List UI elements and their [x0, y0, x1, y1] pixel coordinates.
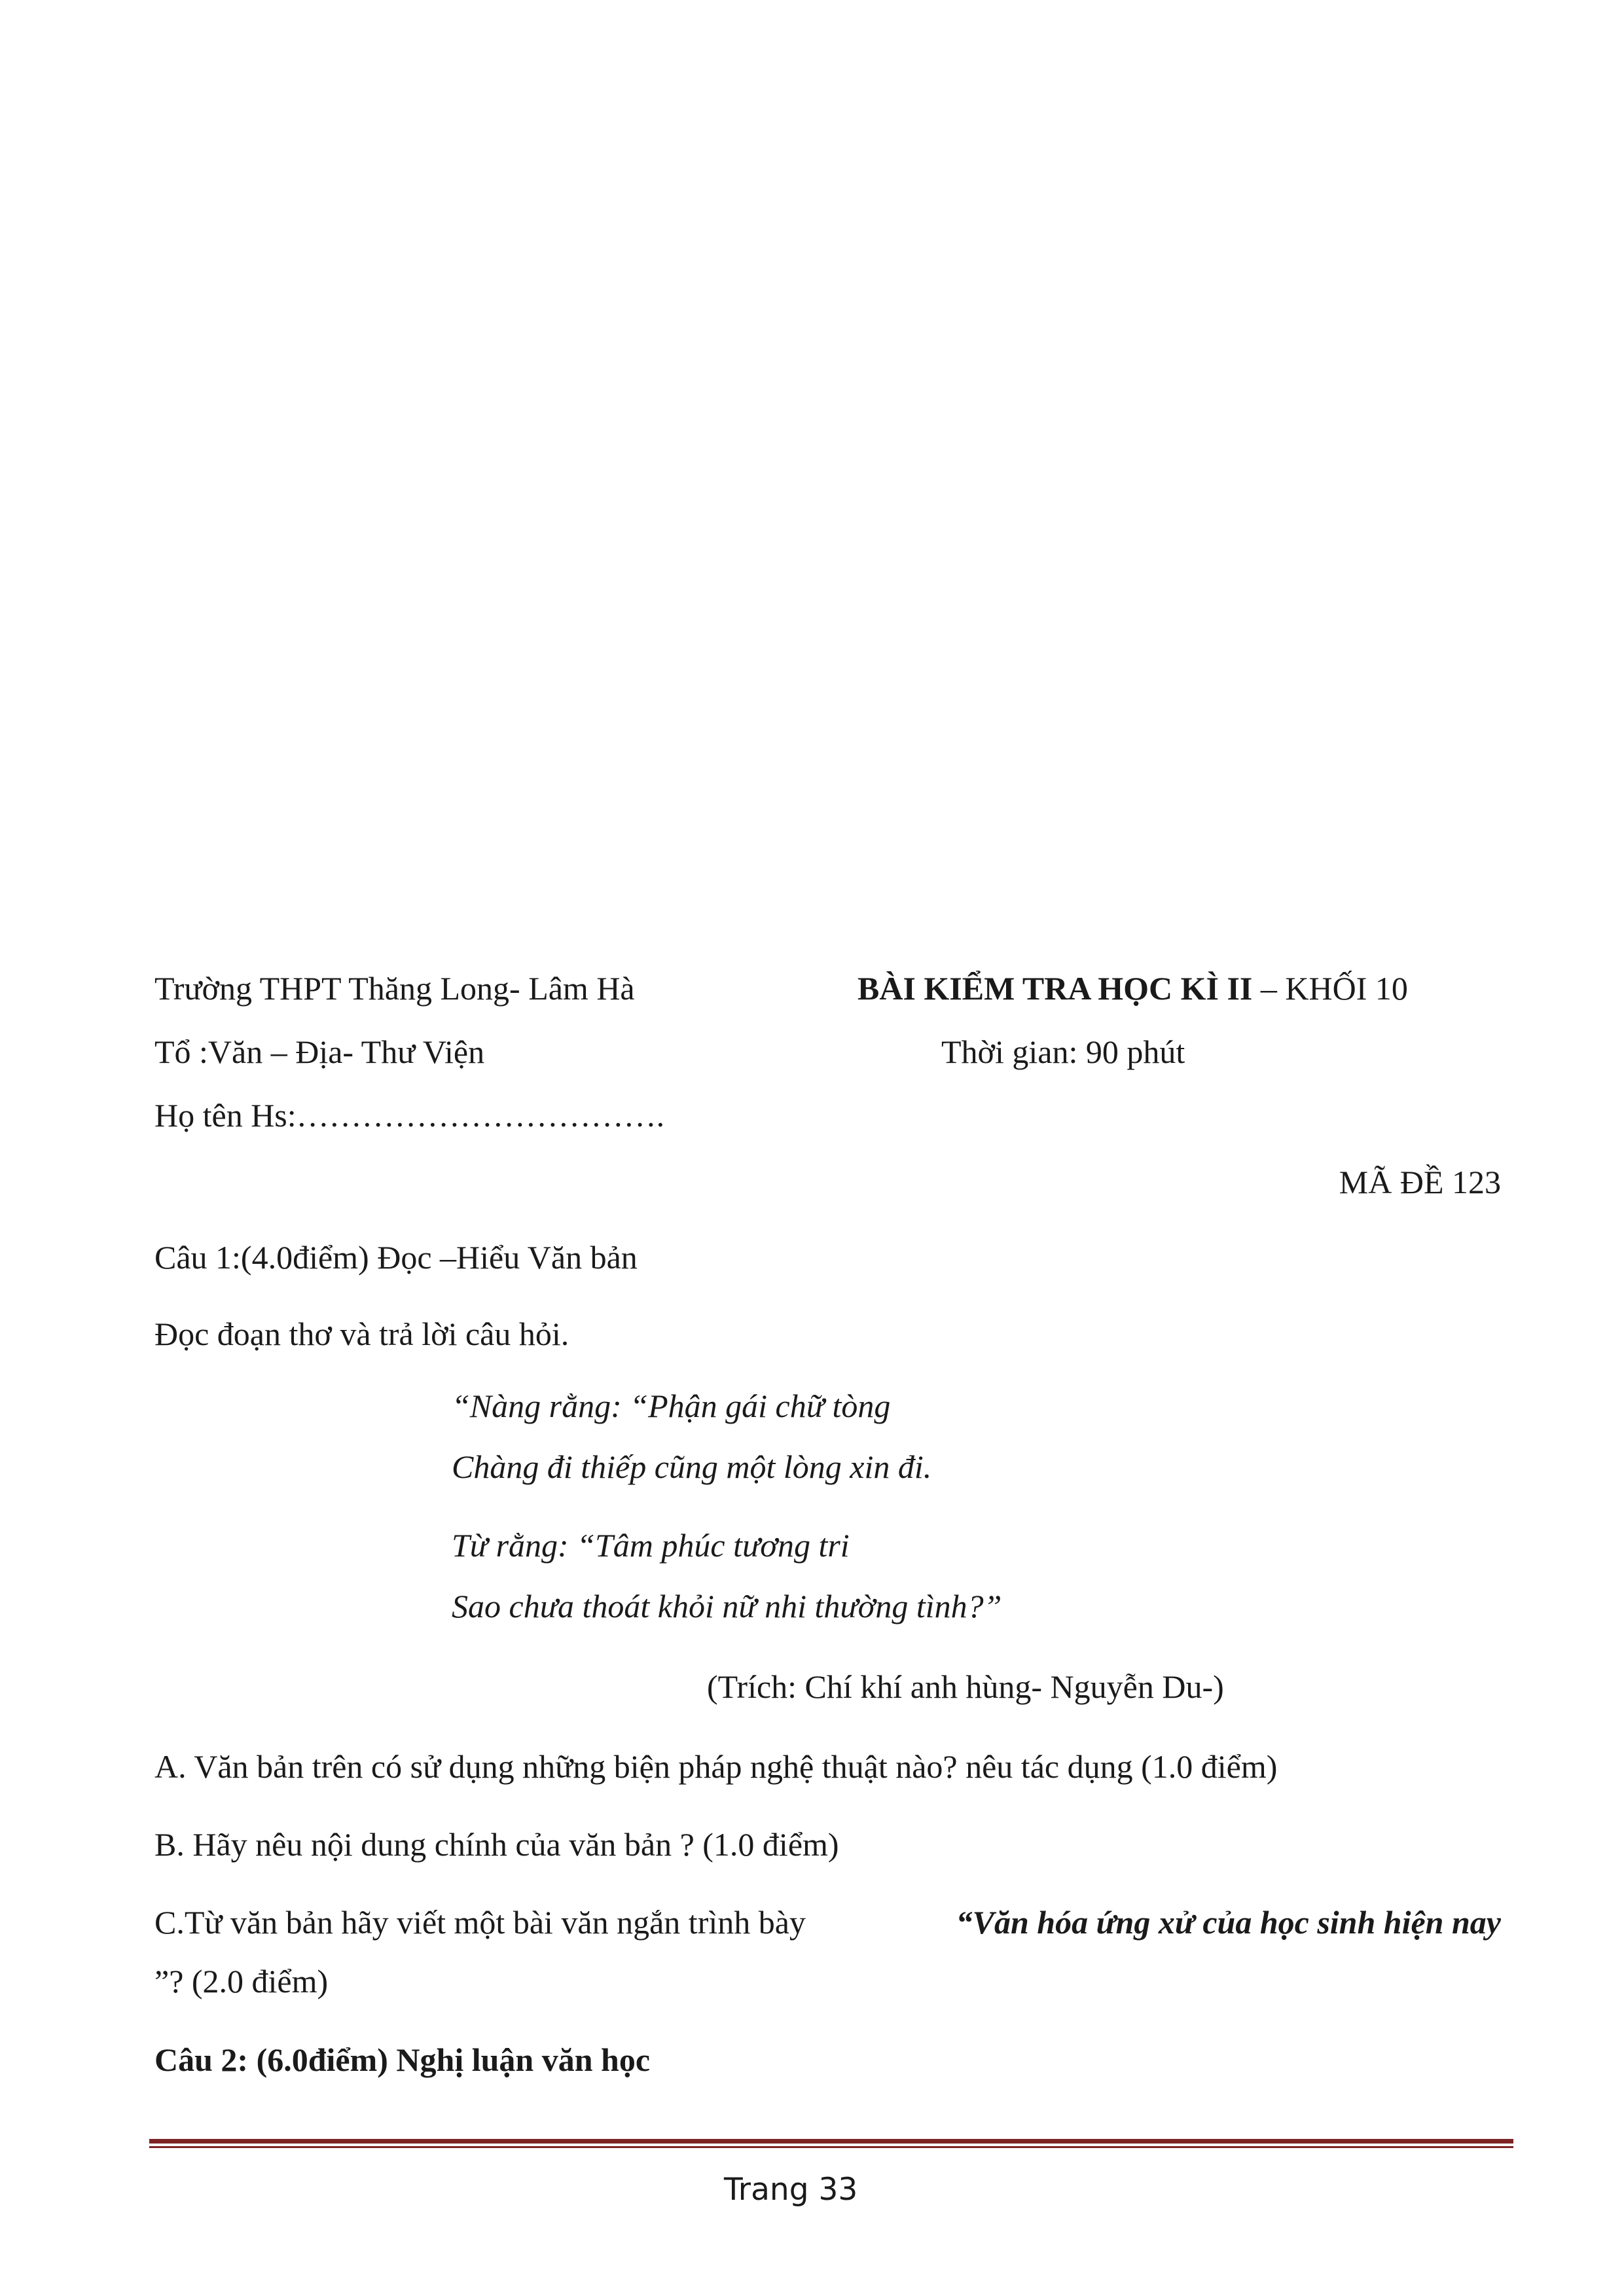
- question-1-heading: Câu 1:(4.0điểm) Đọc –Hiểu Văn bản: [154, 1239, 638, 1276]
- part-c-prompt: C.Từ văn bản hãy viết một bài văn ngắn trình bày: [154, 1904, 806, 1941]
- poem-citation: (Trích: Chí khí anh hùng- Nguyễn Du-): [707, 1668, 1224, 1705]
- poem-line: Chàng đi thiếp cũng một lòng xin đi.: [452, 1448, 932, 1485]
- page-number: Trang 33: [724, 2172, 858, 2208]
- footer-divider: [149, 2139, 1513, 2149]
- question-1-part-a: A. Văn bản trên có sử dụng những biện pháp nghệ thuật nào? nêu tác dụng (1.0 điểm): [154, 1748, 1278, 1785]
- exam-code: MÃ ĐỀ 123: [1339, 1164, 1501, 1200]
- part-c-topic: “Văn hóa ứng xử của học sinh hiện nay: [956, 1904, 1501, 1941]
- school-name: Trường THPT Thăng Long- Lâm Hà: [154, 970, 635, 1007]
- exam-duration: Thời gian: 90 phút: [941, 1033, 1185, 1070]
- exam-title-grade: – KHỐI 10: [1252, 970, 1408, 1007]
- poem-line: Sao chưa thoát khỏi nữ nhi thường tình?”: [452, 1588, 1002, 1624]
- question-1-part-b: B. Hãy nêu nội dung chính của văn bản ? (1.0 điểm): [154, 1826, 839, 1863]
- student-name-line: Họ tên Hs:…………………………….: [154, 1097, 665, 1134]
- footer-divider-thin: [149, 2146, 1513, 2148]
- department: Tổ :Văn – Địa- Thư Viện: [154, 1033, 485, 1070]
- poem-line: Từ rằng: “Tâm phúc tương tri: [452, 1527, 850, 1564]
- question-1-part-c: [154, 1903, 1501, 1942]
- footer-divider-thick: [149, 2139, 1513, 2144]
- question-1-instruction: Đọc đoạn thơ và trả lời câu hỏi.: [154, 1316, 569, 1352]
- exam-title: [857, 969, 1408, 1008]
- exam-title-main: BÀI KIỂM TRA HỌC KÌ II: [857, 970, 1253, 1007]
- question-1-part-c-points: ”? (2.0 điểm): [154, 1963, 329, 2000]
- poem-line: “Nàng rằng: “Phận gái chữ tòng: [452, 1388, 891, 1424]
- question-2-heading: Câu 2: (6.0điểm) Nghị luận văn học: [154, 2041, 651, 2078]
